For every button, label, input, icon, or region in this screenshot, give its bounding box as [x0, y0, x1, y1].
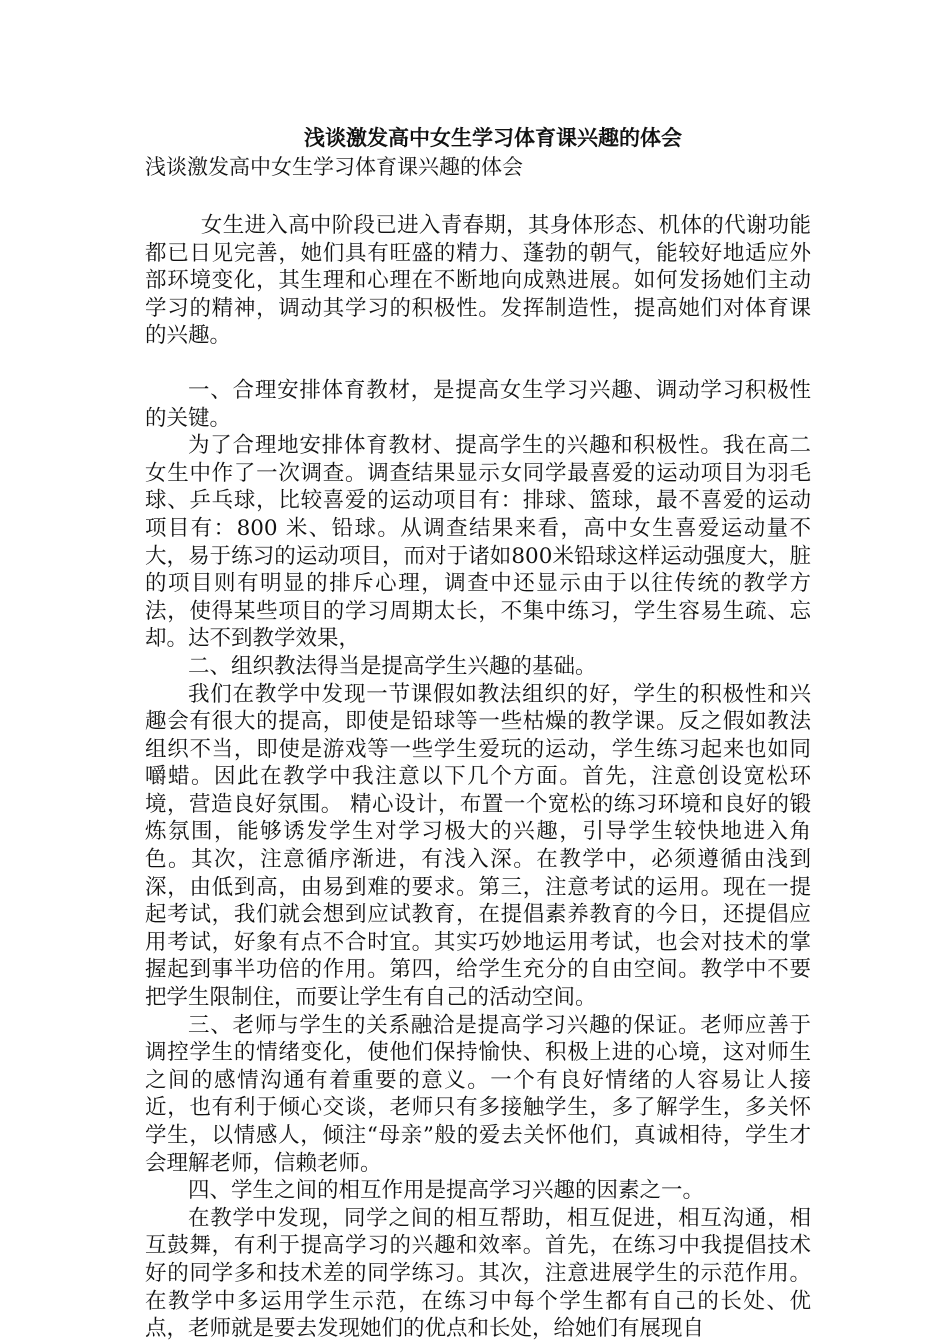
document-title: 浅谈激发高中女生学习体育课兴趣的体会: [304, 125, 682, 150]
section-heading-4: 四、学生之间的相互作用是提高学习兴趣的因素之一。: [188, 1178, 705, 1204]
document-page: [145, 124, 811, 1343]
section-heading-1: 一、合理安排体育教材，是提高女生学习兴趣、调动学习积极性的关键。: [145, 377, 811, 431]
intro-paragraph: 女生进入高中阶段已进入青春期，其身体形态、机体的代谢功能都已日见完善，她们具有旺盛的精力、蓬勃的朝气，能较好地适应外部环境变化，其生理和心理在不断地向成熟进展。如何发扬她们主动学习的精神，调动其学习的积极性。发挥制造性，提高她们对体育课的兴趣。: [145, 213, 811, 349]
body-paragraph-1: 为了合理地安排体育教材、提高学生的兴趣和积极性。我在高二女生中作了一次调查。调查结果显示女同学最喜爱的运动项目为羽毛球、乒乓球，比较喜爱的运动项目有：排球、篮球，最不喜爱的运动项目有：800 米、铅球。从调查结果来看，高中女生喜爱运动量不大，易于练习的运动项目，而对于诸如800米铅球这样运动强度大，脏的项目则有明显的排斥心理，调查中还显示由于以往传统的教学方法，使得某些项目的学习周期太长，不集中练习，学生容易生疏、忘却。达不到教学效果，: [145, 433, 811, 652]
body-paragraph-2: 我们在教学中发现一节课假如教法组织的好，学生的积极性和兴趣会有很大的提高，即使是铅球等一些枯燥的教学课。反之假如教法组织不当，即使是游戏等一些学生爱玩的运动，学生练习起来也如同嚼蜡。因此在教学中我注意以下几个方面。首先，注意创设宽松环境，营造良好氛围。 精心设计，布置一个宽松的练习环境和良好的锻炼氛围，能够诱发学生对学习极大的兴趣，引导学生较快地进入角色。其次，注意循序渐进，有浅入深。在教学中，必须遵循由浅到深，由低到高，由易到难的要求。第三，注意考试的运用。现在一提起考试，我们就会想到应试教育，在提倡素养教育的今日，还提倡应用考试，好象有点不合时宜。其实巧妙地运用考试，也会对技术的掌握起到事半功倍的作用。第四，给学生充分的自由空间。教学中不要把学生限制住，而要让学生有自己的活动空间。: [145, 681, 811, 1011]
document-subtitle: 浅谈激发高中女生学习体育课兴趣的体会: [145, 155, 523, 179]
body-paragraph-4: 在教学中发现，同学之间的相互帮助，相互促进，相互沟通，相互鼓舞，有利于提高学习的兴趣和效率。首先，在练习中我提倡技术好的同学多和技术差的同学练习。其次，注意进展学生的示范作用。在教学中多运用学生示范，在练习中每个学生都有自己的长处、优点，老师就是要去发现她们的优点和长处，给她们有展现自: [145, 1205, 811, 1342]
section-heading-2: 二、组织教法得当是提高学生兴趣的基础。: [188, 653, 597, 679]
section-paragraph-3: 三、老师与学生的关系融洽是提高学习兴趣的保证。老师应善于调控学生的情绪变化，使他们保持愉快、积极上进的心境，这对师生之间的感情沟通有着重要的意义。一个有良好情绪的人容易让人接近，也有利于倾心交谈，老师只有多接触学生，多了解学生，多关怀学生，以情感人，倾注“母亲”般的爱去关怀他们，真诚相待，学生才会理解老师，信赖老师。: [145, 1012, 811, 1176]
